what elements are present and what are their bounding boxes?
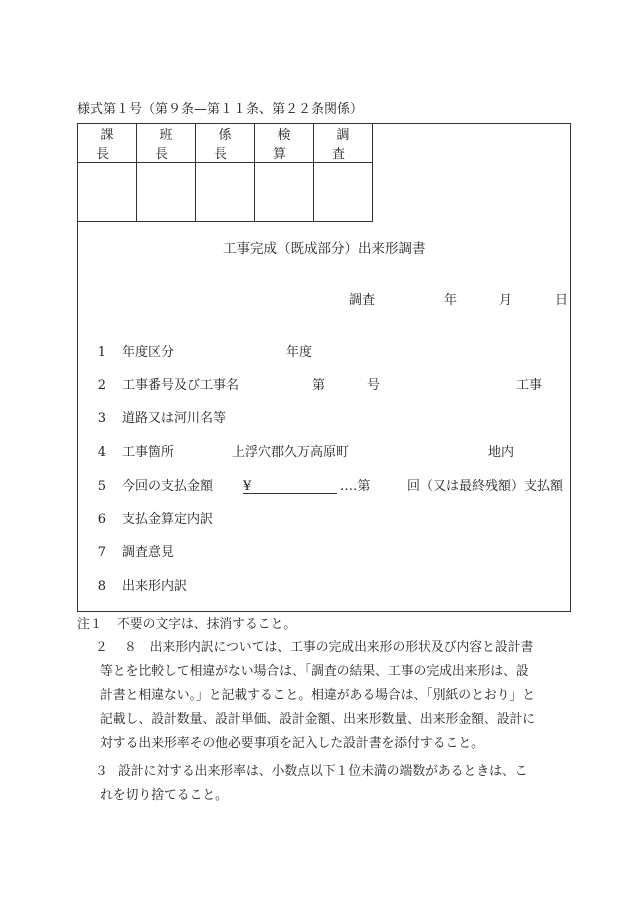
date-day: 日 — [555, 293, 569, 308]
payment-amount-underline[interactable] — [243, 493, 337, 494]
note-2-number: ２ — [95, 640, 108, 655]
item-label-payment-breakdown: 支払金算定内訳 — [122, 512, 214, 527]
project-number-prefix: 第 — [312, 378, 326, 393]
item-label-project-name: 工事番号及び工事名 — [122, 378, 240, 393]
location-suffix: 地内 — [488, 445, 515, 460]
item-number: 8 — [97, 579, 106, 594]
location-value: 上浮穴郡久万高原町 — [232, 445, 350, 460]
note-3-number: ３ — [95, 764, 108, 779]
project-number-suffix: 号 — [367, 378, 381, 393]
stamp-box-kakaricho[interactable] — [196, 163, 255, 222]
date-month: 月 — [499, 293, 513, 308]
date-year: 年 — [444, 293, 458, 308]
item-label-payment-amount: 今回の支払金額 — [122, 479, 214, 494]
item-number: 6 — [97, 512, 106, 527]
form-number: 様式第１号（第９条—第１１条、第２２条関係） — [77, 102, 364, 117]
item-number: 3 — [97, 411, 106, 426]
stamp-label-kensan: 検 算 — [255, 124, 314, 163]
note-2-line: 記載し、設計数量、設計単価、設計金額、出来形数量、出来形金額、設計に — [100, 712, 536, 727]
item-label-location: 工事箇所 — [122, 445, 175, 460]
item-label-fiscal-year: 年度区分 — [122, 345, 175, 360]
document-title: 工事完成（既成部分）出来形調書 — [223, 241, 426, 257]
date-prefix: 調査 — [349, 293, 376, 308]
item-number: 7 — [97, 545, 106, 560]
item-number: 1 — [97, 345, 106, 360]
stamp-box-kensan[interactable] — [255, 163, 314, 222]
fiscal-year-unit: 年度 — [286, 345, 313, 360]
item-number: 5 — [97, 479, 106, 494]
yen-sign: ¥ — [243, 479, 252, 494]
stamp-label-kakaricho: 係 長 — [196, 124, 255, 163]
stamp-box-chosa[interactable] — [314, 163, 373, 222]
note-1: 不要の文字は、抹消すること。 — [117, 617, 297, 632]
note-2-line: 等とを比較して相違がない場合は、「調査の結果、工事の完成出来形は、設 — [100, 664, 529, 679]
approval-stamp-table — [77, 123, 381, 222]
stamp-label-chosa: 調 査 — [314, 124, 373, 163]
stamp-box-hancho[interactable] — [137, 163, 196, 222]
note-2-line: 対する出来形率その他必要事項を記入した設計書を添付すること。 — [100, 736, 484, 751]
item-number: 4 — [97, 445, 106, 460]
note-2-line: 計書と相違ない。」と記載すること。相違がある場合は、「別紙のとおり」と — [100, 688, 536, 703]
item-label-completion-detail: 出来形内訳 — [122, 579, 188, 594]
item-label-survey-opinion: 調査意見 — [122, 545, 175, 560]
item-number: 2 — [97, 378, 106, 393]
note-2-line: ８ 出来形内訳については、工事の完成出来形の形状及び内容と設計書 — [124, 640, 534, 655]
stamp-box-kacho[interactable] — [78, 163, 137, 222]
payment-round-prefix: ‥‥第 — [340, 479, 371, 494]
note-3-line: れを切り捨てること。 — [100, 788, 228, 803]
item-label-road-river: 道路又は河川名等 — [122, 411, 227, 426]
stamp-label-kacho: 課 長 — [78, 124, 137, 163]
notes-prefix: 注１ — [77, 617, 103, 632]
note-3-line: 設計に対する出来形率は、小数点以下１位未満の端数があるときは、こ — [118, 764, 528, 779]
stamp-label-hancho: 班 長 — [137, 124, 196, 163]
project-name-suffix: 工事 — [516, 378, 543, 393]
payment-round-suffix: 回（又は最終残額）支払額 — [407, 479, 564, 494]
